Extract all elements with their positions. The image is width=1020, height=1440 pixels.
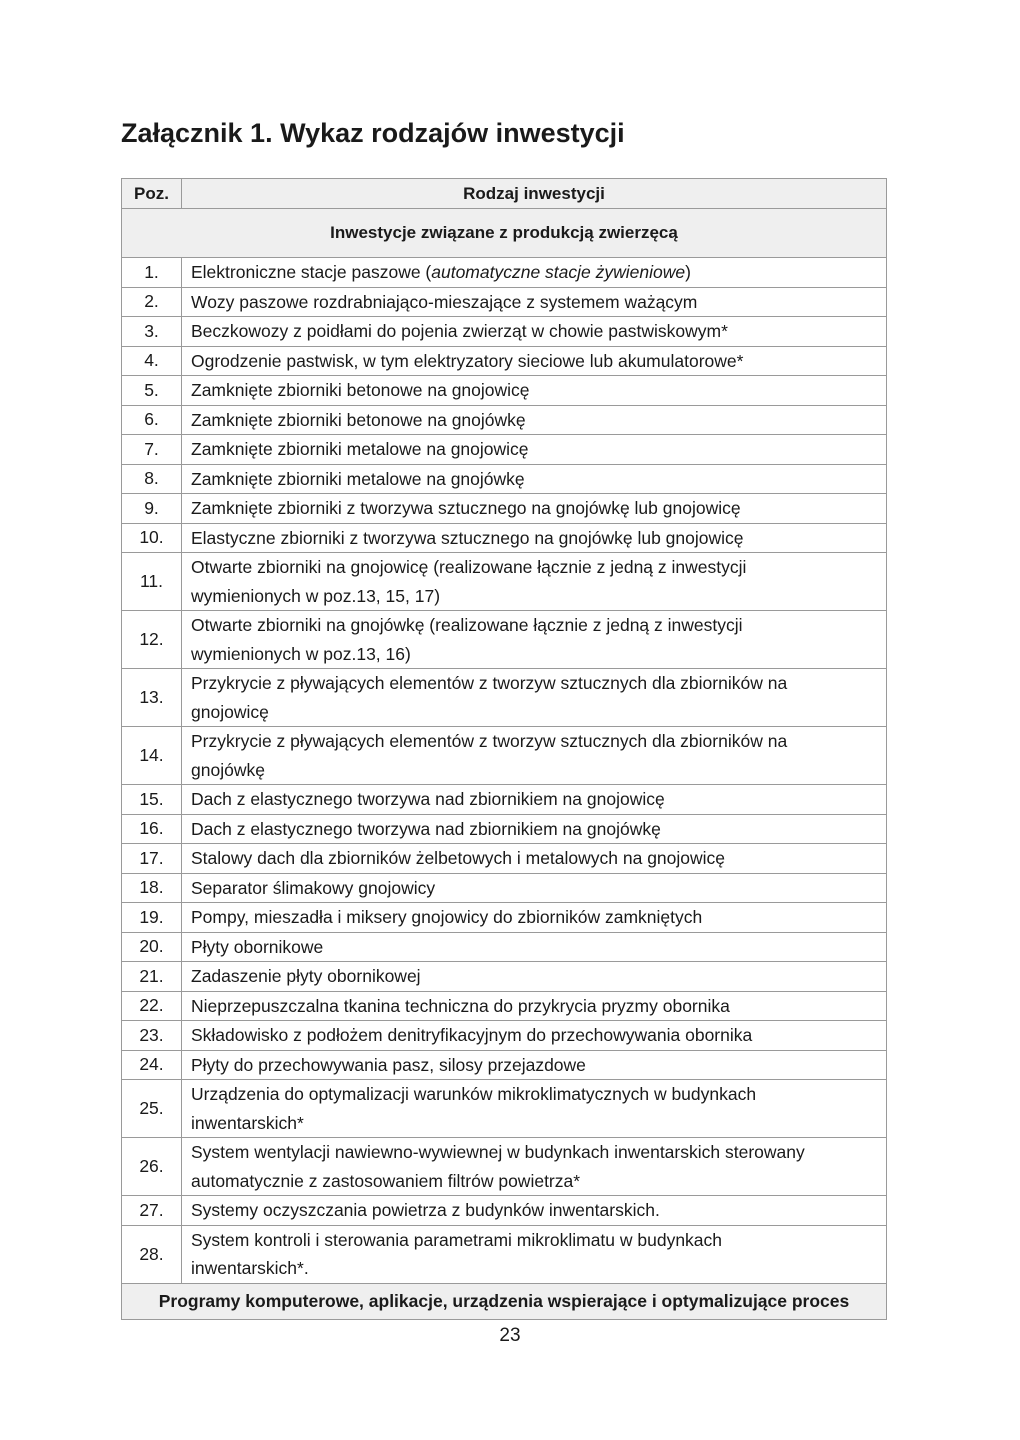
row-position: 1.: [122, 258, 182, 288]
row-position: 12.: [122, 611, 182, 669]
row-position: 16.: [122, 814, 182, 844]
table-row: [122, 932, 887, 962]
row-position: 22.: [122, 991, 182, 1021]
row-position: 4.: [122, 346, 182, 376]
table-header-row: [122, 179, 887, 209]
description-italic: automatyczne stacje żywieniowe: [431, 262, 686, 282]
row-description: Zamknięte zbiorniki metalowe na gnojowicę: [182, 435, 887, 465]
row-position: 3.: [122, 317, 182, 347]
row-description: [182, 1225, 887, 1283]
row-position: 26.: [122, 1138, 182, 1196]
row-description: [182, 669, 887, 727]
description-line-2: wymienionych w poz.13, 16): [191, 643, 411, 664]
row-position: 15.: [122, 785, 182, 815]
table-row: [122, 785, 887, 815]
row-description: Stalowy dach dla zbiorników żelbetowych i metalowych na gnojowicę: [182, 844, 887, 874]
section-title: Programy komputerowe, aplikacje, urządzenia wspierające i optymalizujące proces: [122, 1283, 887, 1319]
table-row: [122, 346, 887, 376]
section-row-software: [122, 1283, 887, 1319]
table-row: [122, 1196, 887, 1226]
table-row: [122, 494, 887, 524]
table-row: [122, 814, 887, 844]
row-position: 17.: [122, 844, 182, 874]
table-row: [122, 435, 887, 465]
row-description: Składowisko z podłożem denitryfikacyjnym do przechowywania obornika: [182, 1021, 887, 1051]
description-text-after: ): [685, 262, 691, 282]
table-row: [122, 287, 887, 317]
description-line-1: System kontroli i sterowania parametrami mikroklimatu w budynkach: [191, 1229, 723, 1250]
table-row: [122, 991, 887, 1021]
row-description: Systemy oczyszczania powietrza z budynków inwentarskich.: [182, 1196, 887, 1226]
row-description: Zamknięte zbiorniki z tworzywa sztucznego na gnojówkę lub gnojowicę: [182, 494, 887, 524]
row-position: 5.: [122, 376, 182, 406]
row-description: Zamknięte zbiorniki betonowe na gnojowicę: [182, 376, 887, 406]
table-row: [122, 258, 887, 288]
row-description: Elastyczne zbiorniki z tworzywa sztucznego na gnojówkę lub gnojowicę: [182, 523, 887, 553]
description-line-2: automatycznie z zastosowaniem filtrów powietrza*: [191, 1170, 581, 1191]
row-position: 24.: [122, 1050, 182, 1080]
row-position: 6.: [122, 405, 182, 435]
row-position: 27.: [122, 1196, 182, 1226]
table-row: [122, 1080, 887, 1138]
row-position: 23.: [122, 1021, 182, 1051]
table-row: [122, 464, 887, 494]
row-description: Ogrodzenie pastwisk, w tym elektryzatory sieciowe lub akumulatorowe*: [182, 346, 887, 376]
row-description: Zadaszenie płyty obornikowej: [182, 962, 887, 992]
table-row: [122, 376, 887, 406]
table-row: [122, 611, 887, 669]
header-poz: Poz.: [122, 179, 182, 209]
description-line-2: inwentarskich*.: [191, 1258, 309, 1278]
row-position: 2.: [122, 287, 182, 317]
description-line-2: inwentarskich*: [191, 1112, 304, 1133]
table-row: [122, 873, 887, 903]
table-row: [122, 669, 887, 727]
page-title: Załącznik 1. Wykaz rodzajów inwestycji: [121, 118, 625, 148]
description-line-2: gnojówkę: [191, 759, 265, 780]
description-line-2: gnojowicę: [191, 701, 269, 722]
row-position: 8.: [122, 464, 182, 494]
description-line-2: wymienionych w poz.13, 15, 17): [191, 585, 441, 606]
row-position: 13.: [122, 669, 182, 727]
row-position: 28.: [122, 1225, 182, 1283]
table-row: [122, 962, 887, 992]
row-description: [182, 258, 887, 288]
row-description: [182, 1138, 887, 1196]
description-line-1: Przykrycie z pływających elementów z tworzyw sztucznych dla zbiorników na: [191, 673, 788, 693]
row-description: [182, 611, 887, 669]
row-description: Wozy paszowe rozdrabniająco-mieszające z systemem ważącym: [182, 287, 887, 317]
row-position: 25.: [122, 1080, 182, 1138]
row-position: 20.: [122, 932, 182, 962]
table-row: [122, 1021, 887, 1051]
description-line-1: Urządzenia do optymalizacji warunków mikroklimatycznych w budynkach: [191, 1084, 757, 1104]
table-row: [122, 405, 887, 435]
table-row: [122, 523, 887, 553]
row-description: Separator ślimakowy gnojowicy: [182, 873, 887, 903]
row-description: Dach z elastycznego tworzywa nad zbiornikiem na gnojowicę: [182, 785, 887, 815]
row-position: 18.: [122, 873, 182, 903]
row-description: Zamknięte zbiorniki metalowe na gnojówkę: [182, 464, 887, 494]
row-position: 9.: [122, 494, 182, 524]
row-description: Płyty do przechowywania pasz, silosy przejazdowe: [182, 1050, 887, 1080]
row-description: Nieprzepuszczalna tkanina techniczna do przykrycia pryzmy obornika: [182, 991, 887, 1021]
row-description: [182, 553, 887, 611]
description-line-1: Przykrycie z pływających elementów z tworzyw sztucznych dla zbiorników na: [191, 731, 788, 751]
row-description: Zamknięte zbiorniki betonowe na gnojówkę: [182, 405, 887, 435]
description-text: Elektroniczne stacje paszowe (: [191, 262, 432, 282]
row-position: 21.: [122, 962, 182, 992]
row-position: 14.: [122, 727, 182, 785]
description-line-1: Otwarte zbiorniki na gnojówkę (realizowane łącznie z jedną z inwestycji: [191, 615, 743, 635]
row-description: Pompy, mieszadła i miksery gnojowicy do zbiorników zamkniętych: [182, 903, 887, 933]
table-row: [122, 1050, 887, 1080]
header-investment-type: Rodzaj inwestycji: [182, 179, 887, 209]
description-line-1: System wentylacji nawiewno-wywiewnej w budynkach inwentarskich sterowany: [191, 1142, 805, 1162]
row-position: 7.: [122, 435, 182, 465]
table-row: [122, 727, 887, 785]
table-row: [122, 903, 887, 933]
section-row-animal-production: [122, 209, 887, 258]
table-row: [122, 317, 887, 347]
investment-types-table: [121, 178, 887, 1320]
row-position: 10.: [122, 523, 182, 553]
row-description: [182, 727, 887, 785]
table-row: [122, 1138, 887, 1196]
table-row: [122, 553, 887, 611]
row-description: Płyty obornikowe: [182, 932, 887, 962]
row-position: 11.: [122, 553, 182, 611]
description-line-1: Otwarte zbiorniki na gnojowicę (realizowane łącznie z jedną z inwestycji: [191, 557, 747, 577]
table-row: [122, 1225, 887, 1283]
row-description: Beczkowozy z poidłami do pojenia zwierząt w chowie pastwiskowym*: [182, 317, 887, 347]
section-title: Inwestycje związane z produkcją zwierzęcą: [122, 209, 887, 258]
row-description: Dach z elastycznego tworzywa nad zbiornikiem na gnojówkę: [182, 814, 887, 844]
table-row: [122, 844, 887, 874]
row-position: 19.: [122, 903, 182, 933]
page-number: 23: [499, 1325, 521, 1346]
row-description: [182, 1080, 887, 1138]
